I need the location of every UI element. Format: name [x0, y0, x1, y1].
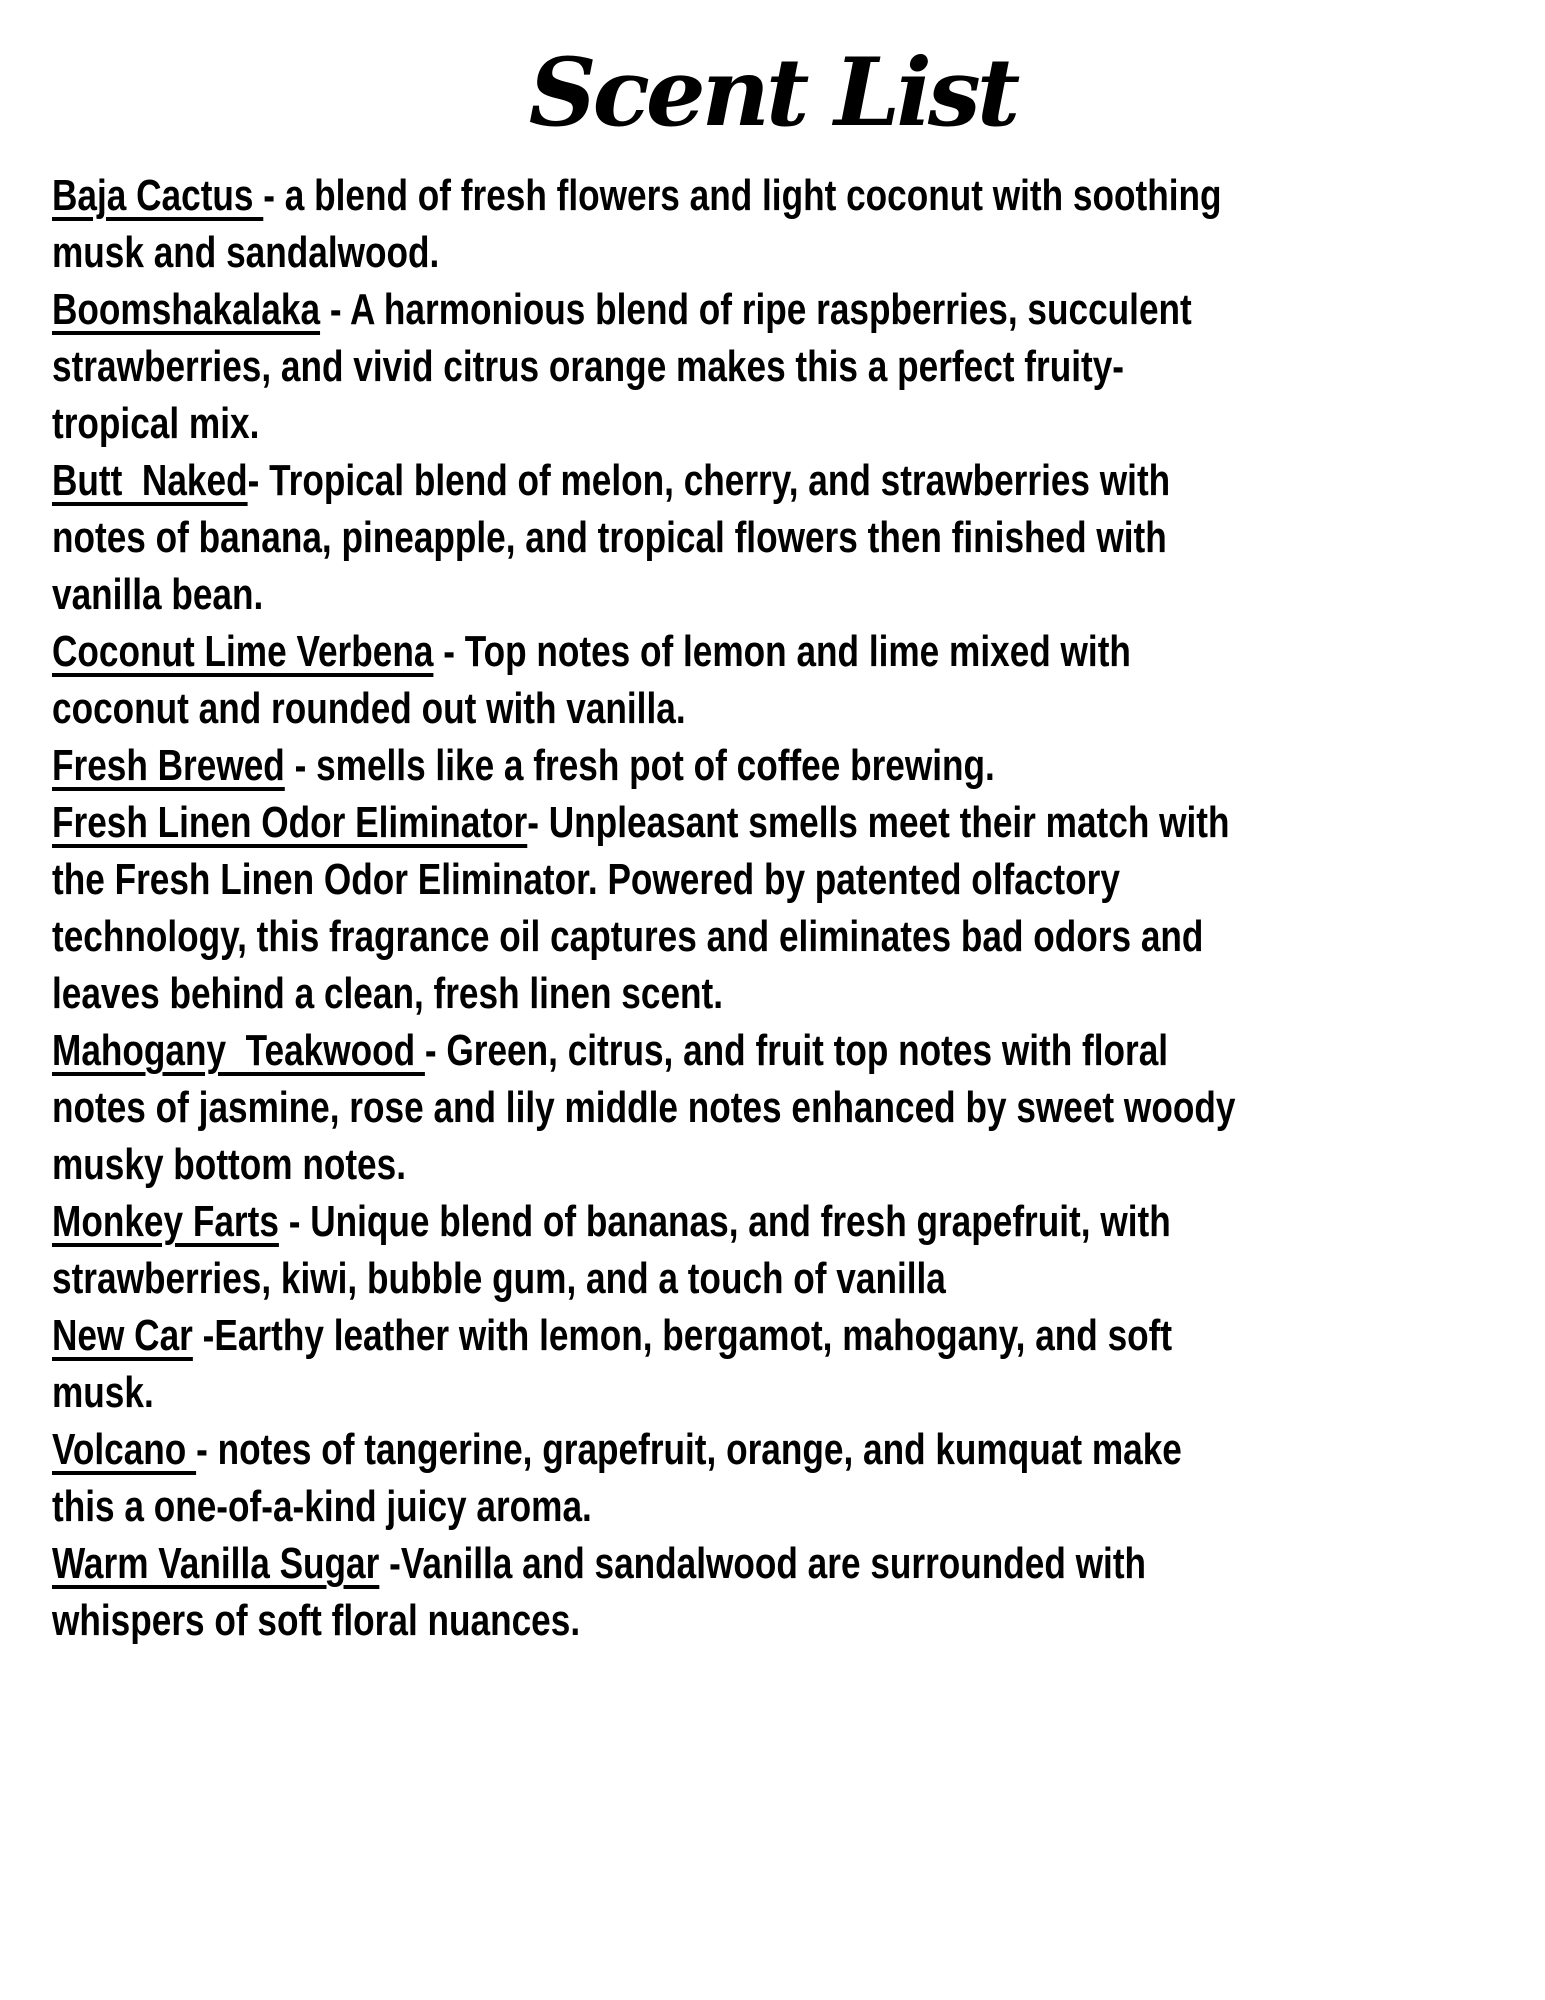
- scent-description: -Vanilla and sandalwood are surrounded with whispers of soft floral nuances.: [52, 1539, 1156, 1646]
- scent-description: - smells like a fresh pot of coffee brewing.: [284, 741, 995, 791]
- scent-item: [52, 1022, 1244, 1193]
- scent-description: - notes of tangerine, grapefruit, orange, and kumquat make this a one-of-a-kind juicy aroma.: [52, 1425, 1192, 1532]
- page-title: Scent List: [528, 38, 1017, 148]
- scent-name: Volcano: [52, 1425, 197, 1475]
- scent-description: - Unpleasant smells meet their match with the Fresh Linen Odor Eliminator. Powered by patented olfactory technology, this fragrance oil captures and eliminates bad odors and leaves behind a clean, fresh linen scent.: [52, 798, 1240, 1019]
- scent-name: Coconut Lime Verbena: [52, 627, 434, 677]
- scent-item: [52, 737, 1244, 794]
- scent-item: [52, 452, 1244, 623]
- scent-name: Fresh Brewed: [52, 741, 285, 791]
- scent-name: Fresh Linen Odor Eliminator: [52, 798, 528, 848]
- scent-description: - a blend of fresh flowers and light coconut with soothing musk and sandalwood.: [52, 171, 1232, 278]
- scent-item: [52, 281, 1244, 452]
- scent-description: - Green, citrus, and fruit top notes with floral notes of jasmine, rose and lily middle notes enhanced by sweet woody musky bottom notes.: [52, 1026, 1246, 1190]
- scent-item: [52, 167, 1244, 281]
- scent-item: [52, 1421, 1244, 1535]
- scent-item: [52, 1307, 1244, 1421]
- scent-description: - Tropical blend of melon, cherry, and strawberries with notes of banana, pineapple, and tropical flowers then finished with vanilla bean.: [52, 456, 1180, 620]
- scent-name: Boomshakalaka: [52, 285, 321, 335]
- scent-name: Mahogany Teakwood: [52, 1026, 425, 1076]
- scent-item: [52, 1193, 1244, 1307]
- scent-item: [52, 1535, 1244, 1649]
- scent-description: - A harmonious blend of ripe raspberries, succulent strawberries, and vivid citrus orange makes this a perfect fruity-tropical mix.: [52, 285, 1202, 449]
- scent-description: -Earthy leather with lemon, bergamot, mahogany, and soft musk.: [52, 1311, 1182, 1418]
- scent-description: - Top notes of lemon and lime mixed with coconut and rounded out with vanilla.: [52, 627, 1141, 734]
- scent-name: Warm Vanilla Sugar: [52, 1539, 380, 1589]
- scent-name: Monkey Farts: [52, 1197, 279, 1247]
- scent-name: Baja Cactus: [52, 171, 264, 221]
- scent-description: - Unique blend of bananas, and fresh grapefruit, with strawberries, kiwi, bubble gum, and a touch of vanilla: [52, 1197, 1181, 1304]
- scent-name: New Car: [52, 1311, 193, 1361]
- scent-name: Butt Naked: [52, 456, 248, 506]
- scent-list: [52, 167, 1244, 1649]
- scent-item: [52, 794, 1244, 1022]
- scent-item: [52, 623, 1244, 737]
